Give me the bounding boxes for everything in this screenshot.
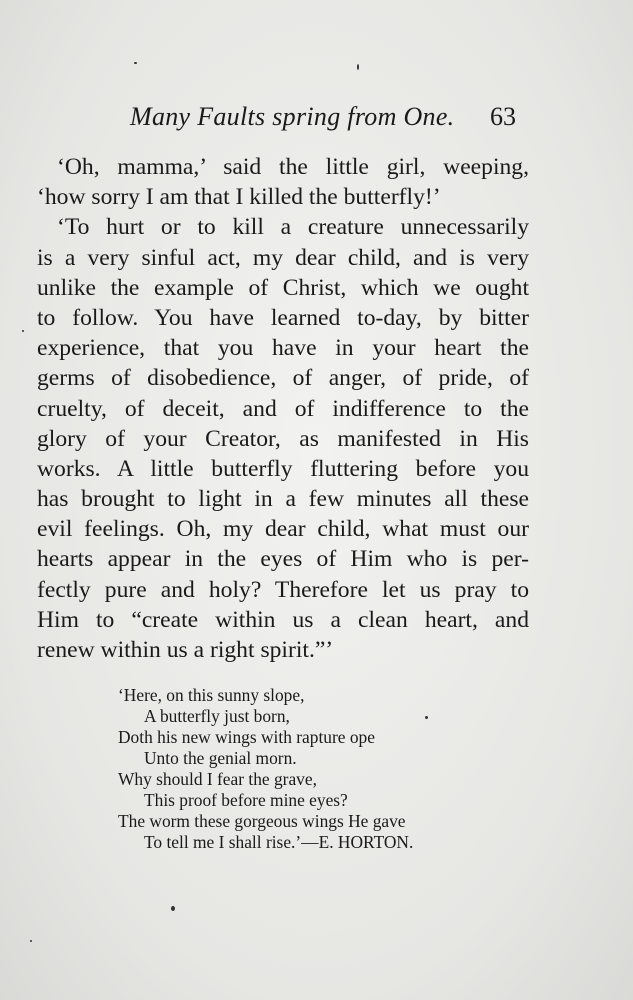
print-speck bbox=[171, 906, 175, 911]
print-speck bbox=[134, 62, 137, 64]
text-line: experience, that you have in your heart the bbox=[37, 335, 529, 362]
poem-line: The worm these gorgeous wings He gave bbox=[118, 811, 406, 831]
page-header bbox=[0, 102, 633, 142]
poem-line: Unto the genial morn. bbox=[144, 748, 297, 768]
text-line: works. A little butterfly fluttering before you bbox=[37, 455, 529, 482]
page-number: 63 bbox=[490, 102, 516, 131]
text-line: to follow. You have learned to-day, by bitter bbox=[37, 304, 529, 331]
text-line: germs of disobedience, of anger, of pride, of bbox=[37, 365, 529, 392]
print-speck bbox=[357, 64, 359, 70]
text-line: is a very sinful act, my dear child, and is very bbox=[37, 244, 529, 271]
text-line: unlike the example of Christ, which we ought bbox=[37, 274, 529, 301]
text-line: fectly pure and holy? Therefore let us pray to bbox=[37, 576, 529, 603]
poem-line: Doth his new wings with rapture ope bbox=[118, 727, 375, 747]
print-speck bbox=[425, 716, 428, 719]
text-line: hearts appear in the eyes of Him who is per- bbox=[37, 546, 529, 573]
poem-line: Why should I fear the grave, bbox=[118, 769, 317, 789]
print-speck bbox=[22, 330, 24, 332]
text-line: renew within us a right spirit.”’ bbox=[37, 637, 334, 663]
text-line: has brought to light in a few minutes all these bbox=[37, 486, 529, 513]
text-line: ‘To hurt or to kill a creature unnecessarily bbox=[57, 214, 529, 241]
poem-line: To tell me I shall rise.’—E. HORTON. bbox=[144, 832, 414, 852]
text-line: evil feelings. Oh, my dear child, what must our bbox=[37, 516, 529, 543]
poem-line: A butterfly just born, bbox=[144, 706, 290, 726]
poem-line: ‘Here, on this sunny slope, bbox=[118, 685, 305, 705]
text-line: ‘Oh, mamma,’ said the little girl, weeping, bbox=[57, 154, 529, 180]
text-line: cruelty, of deceit, and of indifference to the bbox=[37, 395, 529, 422]
print-speck bbox=[30, 940, 32, 942]
poem-line: This proof before mine eyes? bbox=[144, 790, 348, 810]
running-title: Many Faults spring from One. bbox=[130, 102, 455, 131]
text-line: Him to “create within us a clean heart, and bbox=[37, 606, 529, 633]
text-line: ‘how sorry I am that I killed the butterfly!’ bbox=[37, 184, 441, 211]
text-line: glory of your Creator, as manifested in His bbox=[37, 425, 529, 452]
poem-epigraph bbox=[118, 685, 413, 853]
body-text bbox=[37, 152, 529, 665]
